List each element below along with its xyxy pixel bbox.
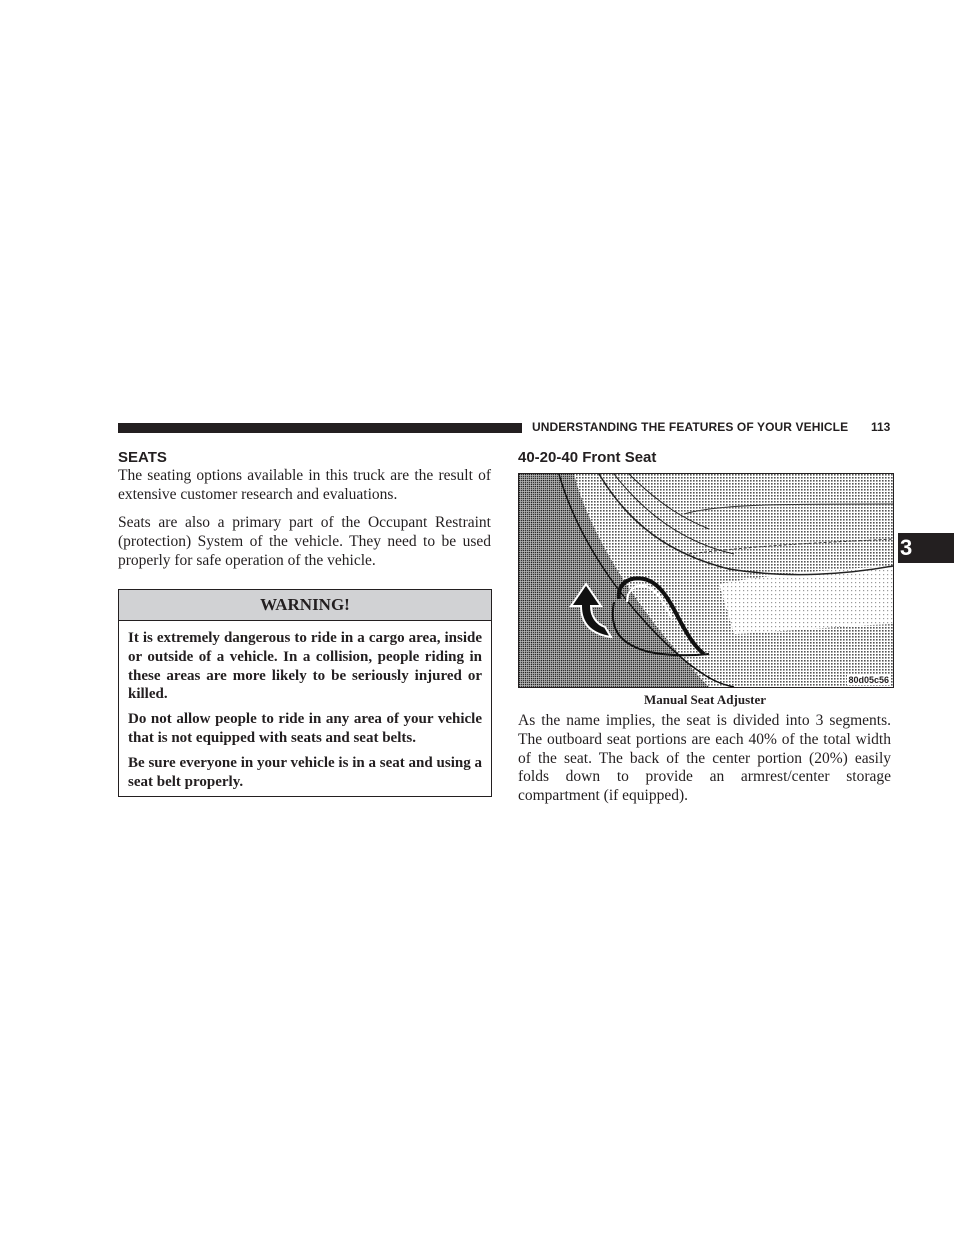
chapter-tab: 3 (898, 533, 954, 563)
seat-illustration-svg (519, 474, 893, 687)
warning-box (118, 589, 492, 797)
warning-title: WARNING! (119, 590, 491, 621)
running-header: UNDERSTANDING THE FEATURES OF YOUR VEHICLE (532, 420, 849, 434)
warning-paragraph: Do not allow people to ride in any area of your vehicle that is not equipped with seats and seat belts. (128, 711, 482, 746)
section-heading-front-seat: 40-20-40 Front Seat (518, 449, 657, 466)
seat-adjuster-illustration (518, 473, 894, 688)
section-heading-seats: SEATS (118, 449, 167, 466)
warning-paragraph: It is extremely dangerous to ride in a cargo area, inside or outside of a vehicle. In a collision, people riding in these areas are more likely to be seriously injured or killed. (128, 630, 482, 703)
warning-body (119, 621, 491, 791)
header-rule (118, 423, 522, 433)
front-seat-paragraph: As the name implies, the seat is divided into 3 segments. The outboard seat portions are each 40% of the total width of the seat. The back of the center portion (20%) easily folds down to provide an armrest/center storage compartment (if equipped). (518, 712, 891, 805)
figure-id-label: 80d05c56 (848, 675, 889, 685)
seats-intro-paragraph: The seating options available in this truck are the result of extensive customer research and evaluations. (118, 467, 491, 503)
figure-caption: Manual Seat Adjuster (643, 692, 767, 707)
page-number: 113 (871, 420, 891, 434)
warning-paragraph: Be sure everyone in your vehicle is in a seat and using a seat belt properly. (128, 754, 482, 790)
seats-restraint-paragraph: Seats are also a primary part of the Occupant Restraint (protection) System of the vehicle. They need to be used properly for safe operation of the vehicle. (118, 514, 491, 569)
